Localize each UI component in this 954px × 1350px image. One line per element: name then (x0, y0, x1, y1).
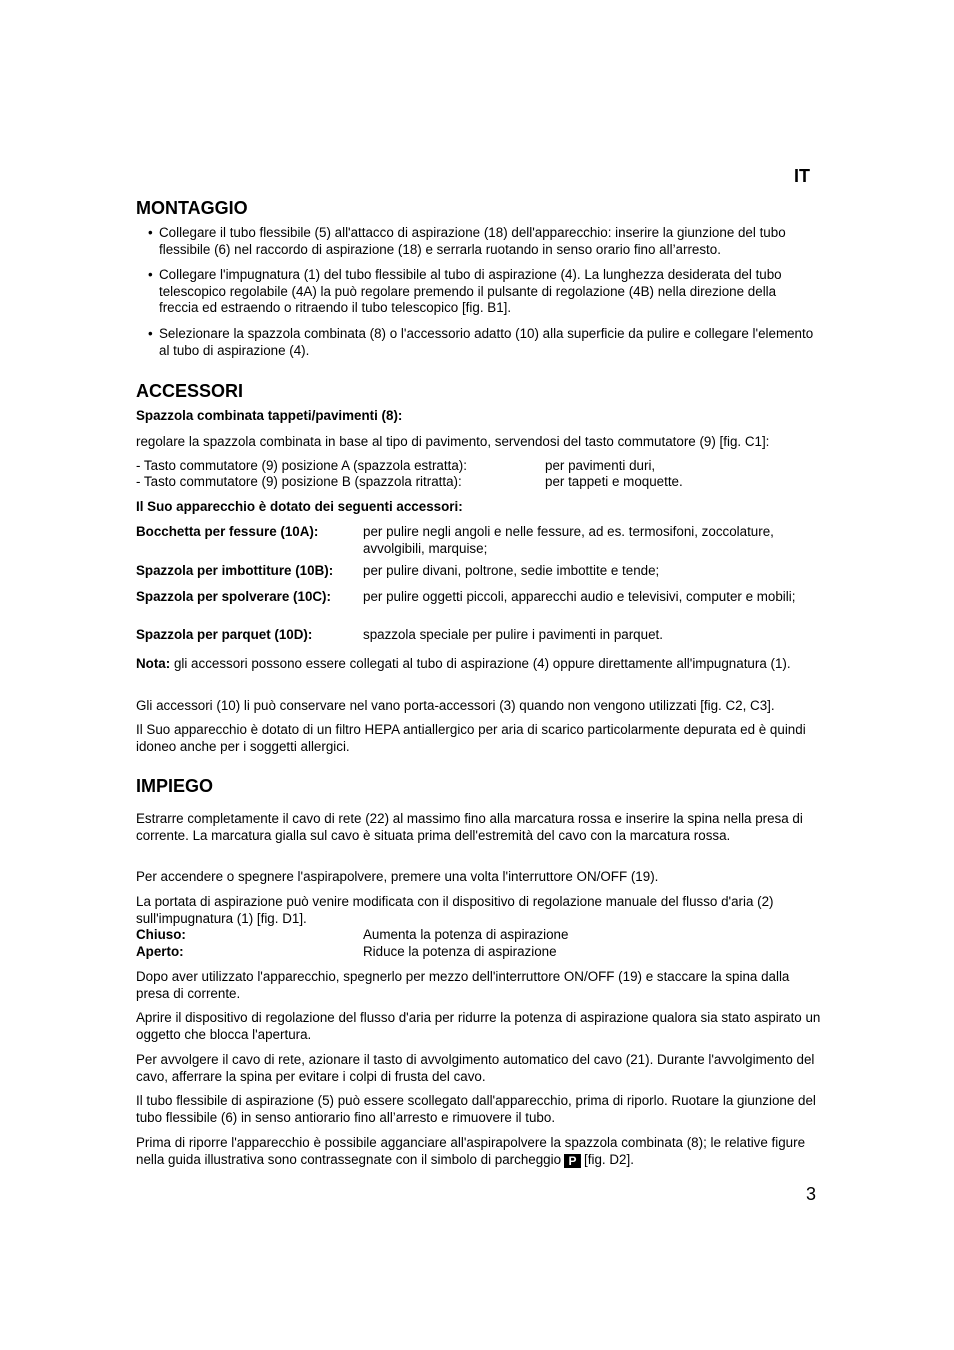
montaggio-item-2: Collegare l'impugnatura (1) del tubo flessibile al tubo di aspirazione (4). La lunghezza desiderata del tubo telescopico regolabile (4A) la può regolare premendo il pulsante di regolazione (4B) nella direzione della freccia ed estraendo o ritraendo il tubo telescopico [fig. B1]. (159, 267, 782, 316)
montaggio-item-3: Selezionare la spazzola combinata (8) o l'accessorio adatto (10) alla superficie da pulire e collegare l'elemento al tubo di aspirazione (4). (159, 326, 814, 358)
note-label: Nota: (136, 656, 171, 671)
switch-row-value: per pavimenti duri, (545, 458, 656, 473)
paragraph: Per accendere o spegnere l'aspirapolvere, premere una volta l'interruttore ON/OFF (19). (136, 869, 659, 884)
paragraph: La portata di aspirazione può venire modificata con il dispositivo di regolazione manuale del flusso d'aria (2) sull'impugnatura (1) [fig. D1]. (136, 894, 774, 926)
paragraph: Aprire il dispositivo di regolazione del flusso d'aria per ridurre la potenza di aspirazione qualora sia stato aspirato un oggetto che blocca l'apertura. (136, 1010, 821, 1042)
paragraph-text: Prima di riporre l'apparecchio è possibile agganciare all'aspirapolvere la spazzola combinata (8); le relative figure nella guida illustrativa sono contrassegnate con il simbolo di parcheggio (136, 1135, 806, 1167)
accessory-description: per pulire divani, poltrone, sedie imbottite e tende; (363, 563, 660, 578)
paragraph: Per avvolgere il cavo di rete, azionare il tasto di avvolgimento automatico del cavo (21). Durante l'avvolgimento del cavo, afferrare la spina per evitare i colpi di frusta del cavo. (136, 1052, 815, 1084)
paragraph: regolare la spazzola combinata in base al tipo di pavimento, servendosi del tasto commutatore (9) [fig. C1]: (136, 434, 770, 449)
accessory-label: Bocchetta per fessure (10A): (136, 524, 319, 539)
bullet-icon: • (148, 225, 153, 240)
bullet-icon: • (148, 326, 153, 341)
accessory-label: Spazzola per imbottiture (10B): (136, 563, 334, 578)
subheading-accessories: Il Suo apparecchio è dotato dei seguenti accessori: (136, 499, 463, 514)
note-text: gli accessori possono essere collegati al tubo di aspirazione (4) oppure direttamente all'impugnatura (1). (170, 656, 791, 671)
airflow-value: Riduce la potenza di aspirazione (363, 944, 557, 959)
paragraph: Dopo aver utilizzato l'apparecchio, spegnerlo per mezzo dell'interruttore ON/OFF (19) e staccare la spina dalla presa di corrente. (136, 969, 790, 1001)
airflow-label: Chiuso: (136, 927, 186, 942)
accessory-label: Spazzola per spolverare (10C): (136, 589, 331, 604)
figure-reference: [fig. D2]. (584, 1151, 634, 1167)
page-number: 3 (806, 1184, 817, 1204)
paragraph: Il tubo flessibile di aspirazione (5) può essere scollegato dall'apparecchio, prima di riporlo. Ruotare la giunzione del tubo flessibile (6) in senso antiorario fino all’arresto e rimuovere il tubo. (136, 1093, 816, 1125)
language-code: IT (794, 166, 810, 186)
section-title-accessori: ACCESSORI (136, 381, 244, 401)
parking-symbol-icon: P (564, 1154, 581, 1168)
paragraph: Estrarre completamente il cavo di rete (22) al massimo fino alla marcatura rossa e inserire la spina nella presa di corrente. La marcatura gialla sul cavo è situata prima dell'estremità del cavo con la marcatura rossa. (136, 811, 803, 843)
switch-row-label: - Tasto commutatore (9) posizione A (spazzola estratta): (136, 458, 467, 473)
switch-row-value: per tappeti e moquette. (545, 474, 683, 489)
subheading-combined-brush: Spazzola combinata tappeti/pavimenti (8): (136, 408, 403, 423)
accessory-description: per pulire oggetti piccoli, apparecchi audio e televisivi, computer e mobili; (363, 589, 796, 604)
accessory-description: per pulire negli angoli e nelle fessure, ad es. termosifoni, zoccolature, avvolgibili, marquise; (363, 524, 774, 556)
section-title-montaggio: MONTAGGIO (136, 198, 248, 218)
paragraph (136, 1135, 826, 1168)
accessory-label: Spazzola per parquet (10D): (136, 627, 313, 642)
airflow-value: Aumenta la potenza di aspirazione (363, 927, 569, 942)
note-paragraph (136, 656, 826, 673)
paragraph: Il Suo apparecchio è dotato di un filtro HEPA antiallergico per aria di scarico particolarmente depurata ed è quindi idoneo anche per i soggetti allergici. (136, 722, 806, 754)
switch-row-label: - Tasto commutatore (9) posizione B (spazzola ritratta): (136, 474, 462, 489)
section-title-impiego: IMPIEGO (136, 776, 214, 796)
paragraph: Gli accessori (10) li può conservare nel vano porta-accessori (3) quando non vengono utilizzati [fig. C2, C3]. (136, 698, 775, 713)
montaggio-item-1: Collegare il tubo flessibile (5) all'attacco di aspirazione (18) dell'apparecchio: inserire la giunzione del tubo flessibile (6) nel raccordo di aspirazione (18) e serrarla ruotando in senso orario fino all’arresto. (159, 225, 786, 257)
bullet-icon: • (148, 267, 153, 282)
airflow-label: Aperto: (136, 944, 184, 959)
accessory-description: spazzola speciale per pulire i pavimenti in parquet. (363, 627, 663, 642)
